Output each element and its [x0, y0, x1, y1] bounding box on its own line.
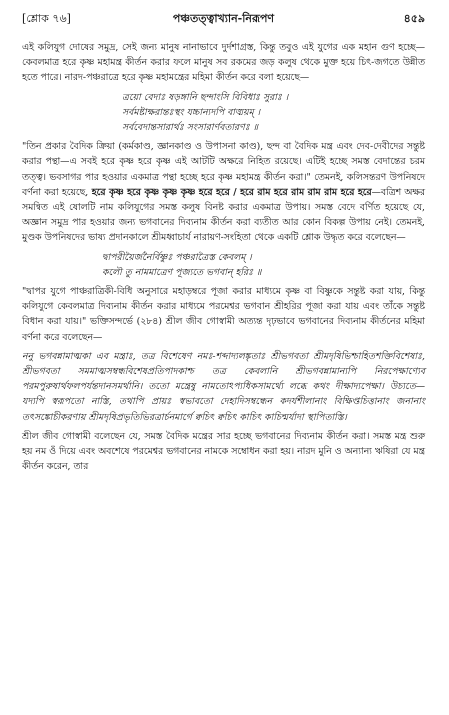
- paragraph-dvapara: "দ্বাপর যুগে পাঞ্চরাত্রিকী-বিধি অনুসারে মহাড়ম্বরে পূজা করার মাধ্যমে কৃষ্ণ বা বিষ্ণুকে সন্তুষ্ট করা যায়, কিন্তু কলিযুগে কেবলমাত্র দিব্যনাম কীর্তন করার মাধ্যমে পরমেশ্বর ভগবান শ্রীহরির পূজা করা যায় এবং তাঁকে সন্তুষ্ট বিধান করা যায়।" ভক্তিসন্দর্ভে (২৮৪) শ্রীল জীব গোস্বামী অত্যন্ত দৃঢ়ভাবে ভগবানের দিব্যনাম কীর্তনের মহিমা বর্ণনা করে বলেছেন—: [22, 286, 425, 343]
- sanskrit-verse-line: সর্বমষ্টাক্ষরান্তঃস্থং যচ্চান্যদপি বাঙ্ময়ম্ ।: [122, 106, 261, 118]
- verse-reference: [শ্লোক ৭৬]: [22, 12, 71, 25]
- sanskrit-prose-quote: ননু ভগবন্নামাত্মকা এব মন্ত্রাঃ, তত্র বিশেষেণ নমঃ-শব্দাদ্যলঙ্কৃতাঃ শ্রীভগবতা শ্রীমদৃষিভিশ্চাহিতশক্তিবিশেষাঃ, শ্রীভগবতা সমমাত্মসম্বন্ধবিশেষপ্রতিপাদকাশ্চ তত্র কেবলানি শ্রীভগবন্নামান্যপি নিরপেক্ষাণ্যেব পরমপুরুষার্থফলপর্যন্তদানসমর্থানি। ততো মন্ত্রেষু নামতোঽপ্যধিকসামর্থ্যে লব্ধে কথং দীক্ষাদ্যপেক্ষা। উচ্যতে—যদ্যপি স্বরূপতো নাস্তি, তথাপি প্রায়ঃ স্বভাবতো দেহাদিসম্বন্ধেন কদর্যশীলানাং বিক্ষিপ্তচিত্তানাং জনানাং তৎসঙ্কোচীকরণায় শ্রীমদৃষিপ্রভৃতিভিরত্রার্চনমার্গে ক্বচিৎ ক্বচিৎ কাচিৎ কাচিন্মর্যাদা স্থাপিতাস্তি।: [22, 350, 425, 423]
- sanskrit-verse-line: দ্বাপরীয়ৈর্জনৈর্বিষ্ণুঃ পঞ্চরাত্রৈস্ত কেবলম্ ।: [102, 251, 252, 263]
- translation-text: "তিন প্রকার বৈদিক ক্রিয়া (কর্মকাণ্ড, জ্ঞানকাণ্ড ও উপাসনা কাণ্ড), ছন্দ বা বৈদিক মন্ত্র এবং দেব-দেবীদের সন্তুষ্ট করার পন্থা—এ সবই হরে কৃষ্ণ হরে কৃষ্ণ এই আটটি অক্ষরে নিহিত রয়েছে। এটিই হচ্ছে সমস্ত বেদান্তের চরম তত্ত্ব। ভবসাগর পার হওয়ার একমাত্র পন্থা হচ্ছে হরে কৃষ্ণ মহামন্ত্র কীর্তন করা।" তেমনই, কলিসন্তরণ উপনিষদে বর্ণনা করা হয়েছে,: [22, 141, 425, 198]
- page-body: [22, 40, 425, 709]
- page-number: ৪৫৯: [403, 12, 425, 25]
- sanskrit-verse-line: ত্রয়ো বেদাঃ ষড়ঙ্গানি ছন্দাংসি বিবিধাঃ সুরাঃ ।: [122, 91, 289, 103]
- chapter-title: পঞ্চতত্ত্বাখ্যান-নিরূপণ: [172, 12, 275, 25]
- page-header: [22, 10, 425, 28]
- translation-continuation: —বত্রিশ অক্ষর সমন্বিত এই ষোলটি নাম কলিযুগের সমস্ত কলুষ বিনষ্ট করার একমাত্র উপায়। সমস্ত বেদে বর্ণিত হয়েছে যে, অজ্ঞান সমুদ্র পার হওয়ার জন্য ভগবানের দিব্যনাম কীর্তন করা ব্যতীত আর কোন বিকল্প উপায় নেই। তেমনই, মুণ্ডক উপনিষদের ভাষ্য প্রদানকালে শ্রীমধ্বাচার্য নারায়ণ-সংহিতা থেকে একটি শ্লোক উদ্ধৃত করে বলেছেন—: [22, 186, 426, 244]
- paragraph-translation: [22, 139, 425, 245]
- sanskrit-verse-line: কলৌ তু নামমাত্রেণ পূজ্যতে ভগবান্ হরিঃ ॥: [102, 266, 262, 278]
- paragraph-intro: এই কলিযুগ দোষের সমুদ্র, সেই জন্য মানুষ নানাভাবে দুর্দশাগ্রস্ত, কিন্তু তবুও এই যুগের এক মহান গুণ হচ্ছে—কেবলমাত্র হরে কৃষ্ণ মহামন্ত্র কীর্তন করার ফলে মানুষ সব রকমের জড় কলুষ থেকে মুক্ত হয়ে চিৎ-জগতে উন্নীত হতে পারে। নারদ-পঞ্চরাত্রে হরে কৃষ্ণ মহামন্ত্রের মহিমা কীর্তন করে বলা হয়েছে—: [22, 42, 425, 84]
- sanskrit-verse-line: সর্ববেদান্তসারার্থঃ সংসারার্ণবতারণঃ ॥: [122, 122, 258, 134]
- mahamantra-text: হরে কৃষ্ণ হরে কৃষ্ণ কৃষ্ণ কৃষ্ণ হরে হরে / হরে রাম হরে রাম রাম রাম হরে হরে: [88, 186, 372, 198]
- paragraph-conclusion: শ্রীল জীব গোস্বামী বলেছেন যে, সমস্ত বৈদিক মন্ত্রের সার হচ্ছে ভগবানের দিব্যনাম কীর্তন করা। সমস্ত মন্ত্র শুরু হয় নম ওঁ দিয়ে এবং অবশেষে পরমেশ্বর ভগবানের নামকে সম্বোধন করা হয়। নারদ মুনি ও অন্যান্য ঋষিরা যে মন্ত্র কীর্তন করেন, তার: [22, 430, 425, 473]
